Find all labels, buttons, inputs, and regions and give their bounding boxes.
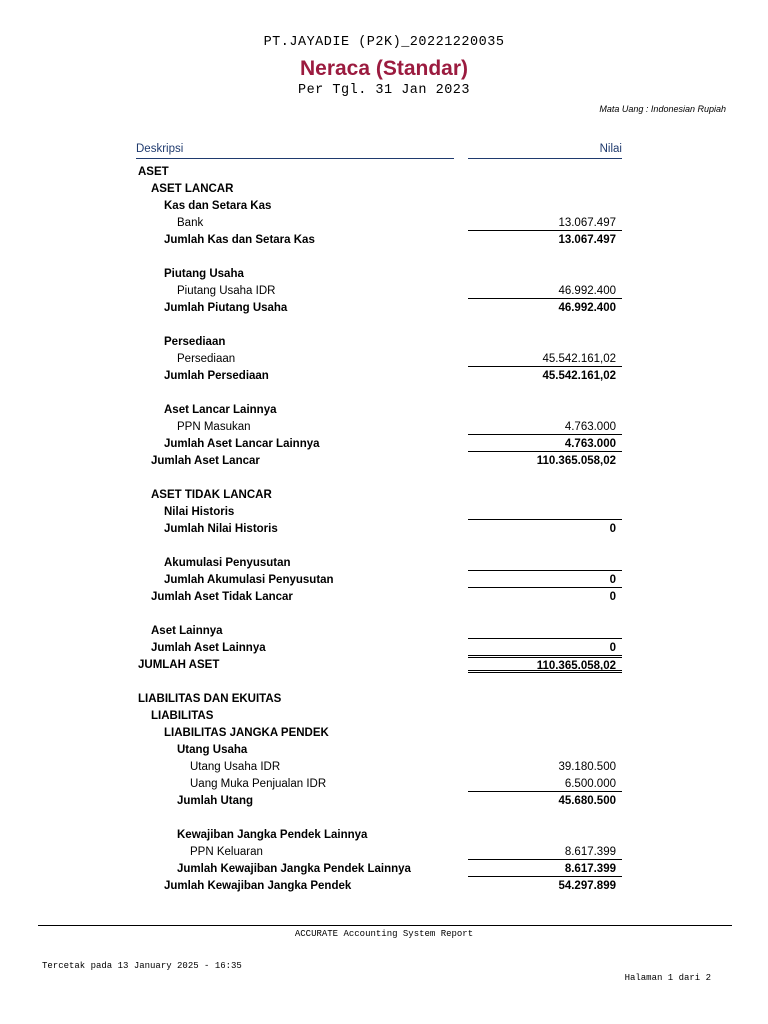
row-label: ASET TIDAK LANCAR	[151, 489, 272, 501]
spacer-row	[0, 674, 768, 691]
table-row	[0, 504, 768, 521]
row-value	[468, 266, 622, 282]
company-name: PT.JAYADIE (P2K)_20221220035	[263, 35, 505, 50]
row-value: 4.763.000	[468, 419, 622, 435]
spacer-row	[0, 249, 768, 266]
row-value	[468, 334, 622, 350]
table-row	[0, 215, 768, 232]
table-row	[0, 878, 768, 895]
row-value: 39.180.500	[558, 761, 616, 773]
row-label: PPN Masukan	[177, 421, 251, 433]
row-value	[468, 725, 622, 741]
row-value	[468, 164, 622, 180]
table-row	[0, 793, 768, 810]
row-value: 45.542.161,02	[542, 370, 616, 382]
row-value: 45.680.500	[558, 795, 616, 807]
row-label: Jumlah Nilai Historis	[164, 523, 278, 535]
table-row	[0, 334, 768, 351]
row-value: 110.365.058,02	[536, 455, 616, 467]
row-label: Jumlah Aset Lainnya	[151, 642, 266, 654]
row-value	[468, 555, 622, 571]
row-value	[468, 385, 622, 401]
row-label: Nilai Historis	[164, 506, 235, 518]
row-label: PPN Keluaran	[190, 846, 263, 858]
table-row	[0, 181, 768, 198]
row-value	[468, 708, 622, 724]
row-label: Piutang Usaha IDR	[177, 285, 276, 297]
table-row	[0, 657, 768, 674]
row-label: LIABILITAS	[151, 710, 214, 722]
table-row	[0, 708, 768, 725]
table-row	[0, 300, 768, 317]
row-value: 0	[468, 572, 622, 588]
table-row	[0, 436, 768, 453]
row-label: Jumlah Aset Lancar Lainnya	[164, 438, 320, 450]
row-label: Jumlah Aset Tidak Lancar	[151, 591, 293, 603]
row-value: 0	[468, 640, 622, 656]
spacer-row	[0, 606, 768, 623]
row-label: Utang Usaha IDR	[190, 761, 281, 773]
row-value: 13.067.497	[468, 215, 622, 231]
row-label: ASET LANCAR	[151, 183, 234, 195]
spacer-row	[0, 538, 768, 555]
table-row	[0, 487, 768, 504]
row-value: 8.617.399	[468, 844, 622, 860]
row-value: 6.500.000	[468, 776, 622, 792]
footer-report-name: ACCURATE Accounting System Report	[294, 929, 474, 939]
row-value: 8.617.399	[468, 861, 622, 877]
balance-sheet-table	[0, 164, 768, 895]
table-row	[0, 419, 768, 436]
row-label: Persediaan	[177, 353, 236, 365]
row-label: Jumlah Persediaan	[164, 370, 269, 382]
row-value: 46.992.400	[558, 302, 616, 314]
table-row	[0, 164, 768, 181]
row-label: Akumulasi Penyusutan	[164, 557, 291, 569]
row-value	[468, 198, 622, 214]
row-value	[468, 504, 622, 520]
row-label: Kewajiban Jangka Pendek Lainnya	[177, 829, 368, 841]
row-value	[468, 810, 622, 826]
row-label: Aset Lainnya	[151, 625, 223, 637]
row-label: Utang Usaha	[177, 744, 248, 756]
table-row	[0, 827, 768, 844]
row-value: 45.542.161,02	[468, 351, 622, 367]
row-value: 13.067.497	[558, 234, 616, 246]
spacer-row	[0, 385, 768, 402]
row-label: Kas dan Setara Kas	[164, 200, 272, 212]
row-label: Jumlah Kewajiban Jangka Pendek	[164, 880, 352, 892]
row-label: Persediaan	[164, 336, 226, 348]
table-row	[0, 521, 768, 538]
row-value	[468, 827, 622, 843]
row-value	[468, 470, 622, 486]
table-row	[0, 691, 768, 708]
report-title: Neraca (Standar)	[299, 57, 469, 80]
row-label: Jumlah Kas dan Setara Kas	[164, 234, 315, 246]
table-row	[0, 283, 768, 300]
row-label: Piutang Usaha	[164, 268, 244, 280]
row-value	[468, 538, 622, 554]
row-value	[468, 249, 622, 265]
footer-page-number: Halaman 1 dari 2	[624, 973, 711, 983]
row-label: LIABILITAS JANGKA PENDEK	[164, 727, 329, 739]
row-label: Jumlah Piutang Usaha	[164, 302, 288, 314]
row-value	[468, 691, 622, 707]
table-row	[0, 776, 768, 793]
table-row	[0, 266, 768, 283]
row-label: Jumlah Akumulasi Penyusutan	[164, 574, 334, 586]
row-value	[468, 606, 622, 622]
column-header-description: Deskripsi	[136, 143, 454, 159]
spacer-row	[0, 470, 768, 487]
report-period: Per Tgl. 31 Jan 2023	[297, 83, 471, 98]
table-row	[0, 555, 768, 572]
table-row	[0, 589, 768, 606]
row-value	[468, 623, 622, 639]
row-value: 0	[609, 591, 616, 603]
row-value	[468, 674, 622, 690]
table-row	[0, 232, 768, 249]
row-value	[468, 487, 622, 503]
row-label: Aset Lancar Lainnya	[164, 404, 277, 416]
row-label: ASET	[138, 166, 169, 178]
row-label: Jumlah Aset Lancar	[151, 455, 260, 467]
row-value: 54.297.899	[558, 880, 616, 892]
row-value	[468, 317, 622, 333]
table-row	[0, 844, 768, 861]
row-value	[468, 742, 622, 758]
table-row	[0, 742, 768, 759]
row-label: LIABILITAS DAN EKUITAS	[138, 693, 282, 705]
table-row	[0, 453, 768, 470]
table-row	[0, 351, 768, 368]
row-label: Jumlah Kewajiban Jangka Pendek Lainnya	[177, 863, 411, 875]
row-value: 46.992.400	[468, 283, 622, 299]
row-value: 4.763.000	[468, 436, 622, 452]
table-row	[0, 368, 768, 385]
table-row	[0, 623, 768, 640]
currency-label: Mata Uang : Indonesian Rupiah	[599, 104, 726, 114]
column-header-value: Nilai	[468, 143, 622, 159]
row-label: Uang Muka Penjualan IDR	[190, 778, 327, 790]
table-row	[0, 198, 768, 215]
row-value	[468, 181, 622, 197]
table-row	[0, 861, 768, 878]
table-row	[0, 759, 768, 776]
row-label: JUMLAH ASET	[138, 659, 220, 671]
table-row	[0, 402, 768, 419]
spacer-row	[0, 317, 768, 334]
row-label: Jumlah Utang	[177, 795, 254, 807]
footer-divider	[38, 925, 732, 926]
spacer-row	[0, 810, 768, 827]
row-label: Bank	[177, 217, 204, 229]
footer-printed-timestamp: Tercetak pada 13 January 2025 - 16:35	[42, 961, 242, 971]
row-value: 0	[609, 523, 616, 535]
row-value: 110.365.058,02	[468, 657, 622, 673]
row-value	[468, 402, 622, 418]
table-row	[0, 725, 768, 742]
table-row	[0, 572, 768, 589]
table-row	[0, 640, 768, 657]
